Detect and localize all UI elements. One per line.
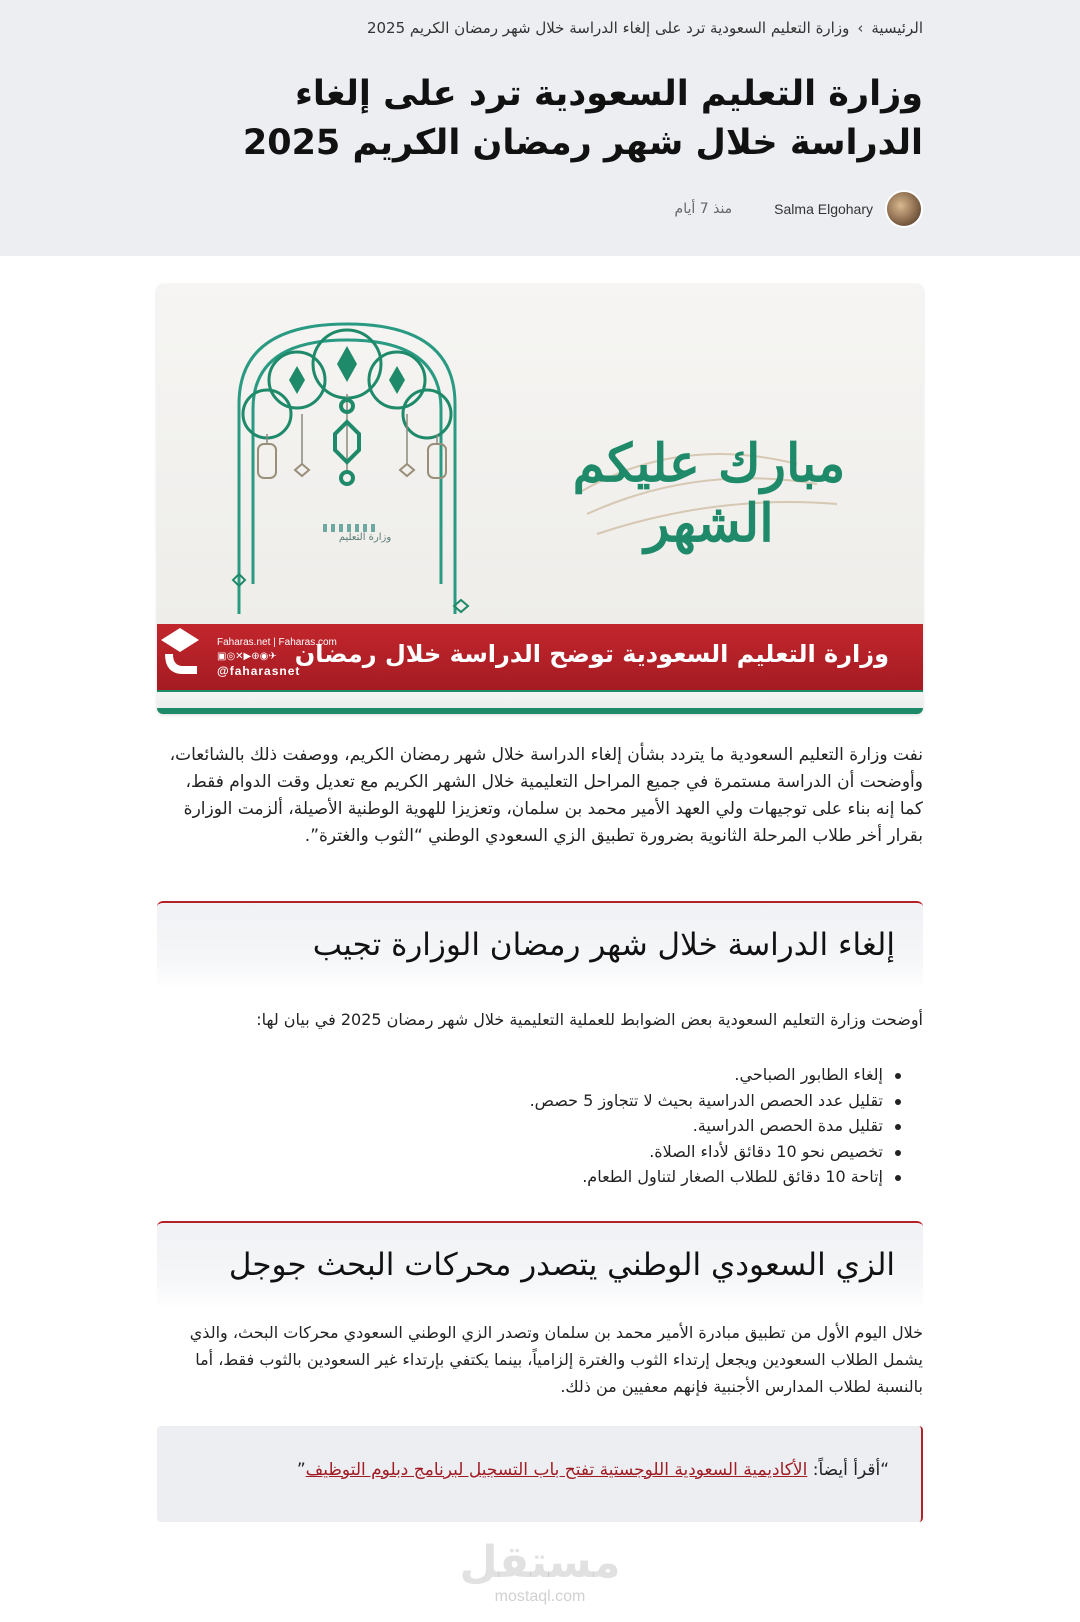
watermark-domain: mostaql.com [494,1588,586,1605]
list-item: إتاحة 10 دقائق للطلاب الصغار لتناول الطعام. [161,1164,901,1190]
watermark-logo: مستقل [459,1537,621,1588]
close-quote: ” [296,1460,306,1480]
breadcrumb-home-link[interactable]: الرئيسية [871,19,923,37]
banner-footer-band [157,690,923,714]
section2-paragraph: خلال اليوم الأول من تطبيق مبادرة الأمير محمد بن سلمان وتصدر الزي الوطني السعودي محركات البحث، والذي يشمل الطلاب السعودين ويجعل إرتداء الثوب والغترة إلزامياً، بينما يكتفي بإرتداء غير السعودين بالثوب فقط، أما بالنسبة لطلاب المدارس الأجنبية فإنهم معفيين من ذلك. [189,1323,923,1396]
list-item: إلغاء الطابور الصباحي. [161,1062,901,1088]
regulations-list [161,1062,901,1190]
banner-red-strip [157,624,923,690]
section-heading-national-dress: الزي السعودي الوطني يتصدر محركات البحث جوجل [228,1247,895,1283]
featured-image [157,284,923,714]
read-also-label: أقرأ أيضاً: [807,1460,881,1480]
list-item: تقليل عدد الحصص الدراسية بحيث لا تتجاوز 5 حصص. [161,1088,901,1114]
brand-sites: Faharas.net | Faharas.com [217,637,337,648]
section-heading-cancel-study: إلغاء الدراسة خلال شهر رمضان الوزارة تجيب [312,927,895,963]
publish-date: منذ 7 أيام [674,201,733,217]
list-item: تخصيص نحو 10 دقائق لأداء الصلاة. [161,1139,901,1165]
section-heading-box [157,1221,923,1309]
brand-handle: @faharasnet [217,664,301,678]
calligraphy-greeting: مبارك عليكم الشهر [572,433,846,554]
author-avatar[interactable] [885,190,923,228]
breadcrumb-current: وزارة التعليم السعودية ترد على إلغاء الدراسة خلال شهر رمضان الكريم 2025 [366,19,850,37]
open-quote: “ [880,1460,889,1480]
section-heading-box [157,901,923,989]
breadcrumb-separator: › [857,19,864,37]
intro-paragraph: نفت وزارة التعليم السعودية ما يتردد بشأن إلغاء الدراسة خلال شهر رمضان الكريم، ووصفت ذلك بالشائعات، وأوضحت أن الدراسة مستمرة في جميع المراحل التعليمية خلال الشهر الكريم مع تعديل وقت الدوام فقط، كما إنه بناء على توجيهات ولي العهد الأمير محمد بن سلمان، وتعزيزا للهوية الوطنية الأصيلة، ألزمت الوزارة بقرار أخر طلاب المرحلة الثانوية بضرورة تطبيق الزي السعودي الوطني “الثوب والغترة”. [169,745,923,846]
social-icons: ▣◎✕▶⊕◉✈ [217,651,277,662]
page-title: وزارة التعليم السعودية ترد على إلغاء الدراسة خلال شهر رمضان الكريم 2025 [242,74,923,163]
article-meta [675,190,923,228]
read-also-link[interactable]: الأكاديمية السعودية اللوجستية تفتح باب التسجيل لبرنامج دبلوم التوظيف [305,1460,808,1480]
section1-paragraph: أوضحت وزارة التعليم السعودية بعض الضوابط للعملية التعليمية خلال شهر رمضان 2025 في بيان لها: [256,1010,923,1029]
read-also-line [297,1460,889,1480]
banner-caption: وزارة التعليم السعودية توضح الدراسة خلال رمضان [294,640,889,668]
watermark [157,1538,923,1606]
ministry-logo-label: وزارة التعليم [338,532,392,543]
list-item: تقليل مدة الحصص الدراسية. [161,1113,901,1139]
faharas-logo-icon [157,624,203,680]
read-also-box [157,1426,923,1522]
article-header [0,0,1080,256]
author-name-link[interactable]: Salma Elgohary [774,201,873,217]
breadcrumb [367,19,923,37]
banner-footer-bar [157,708,923,714]
